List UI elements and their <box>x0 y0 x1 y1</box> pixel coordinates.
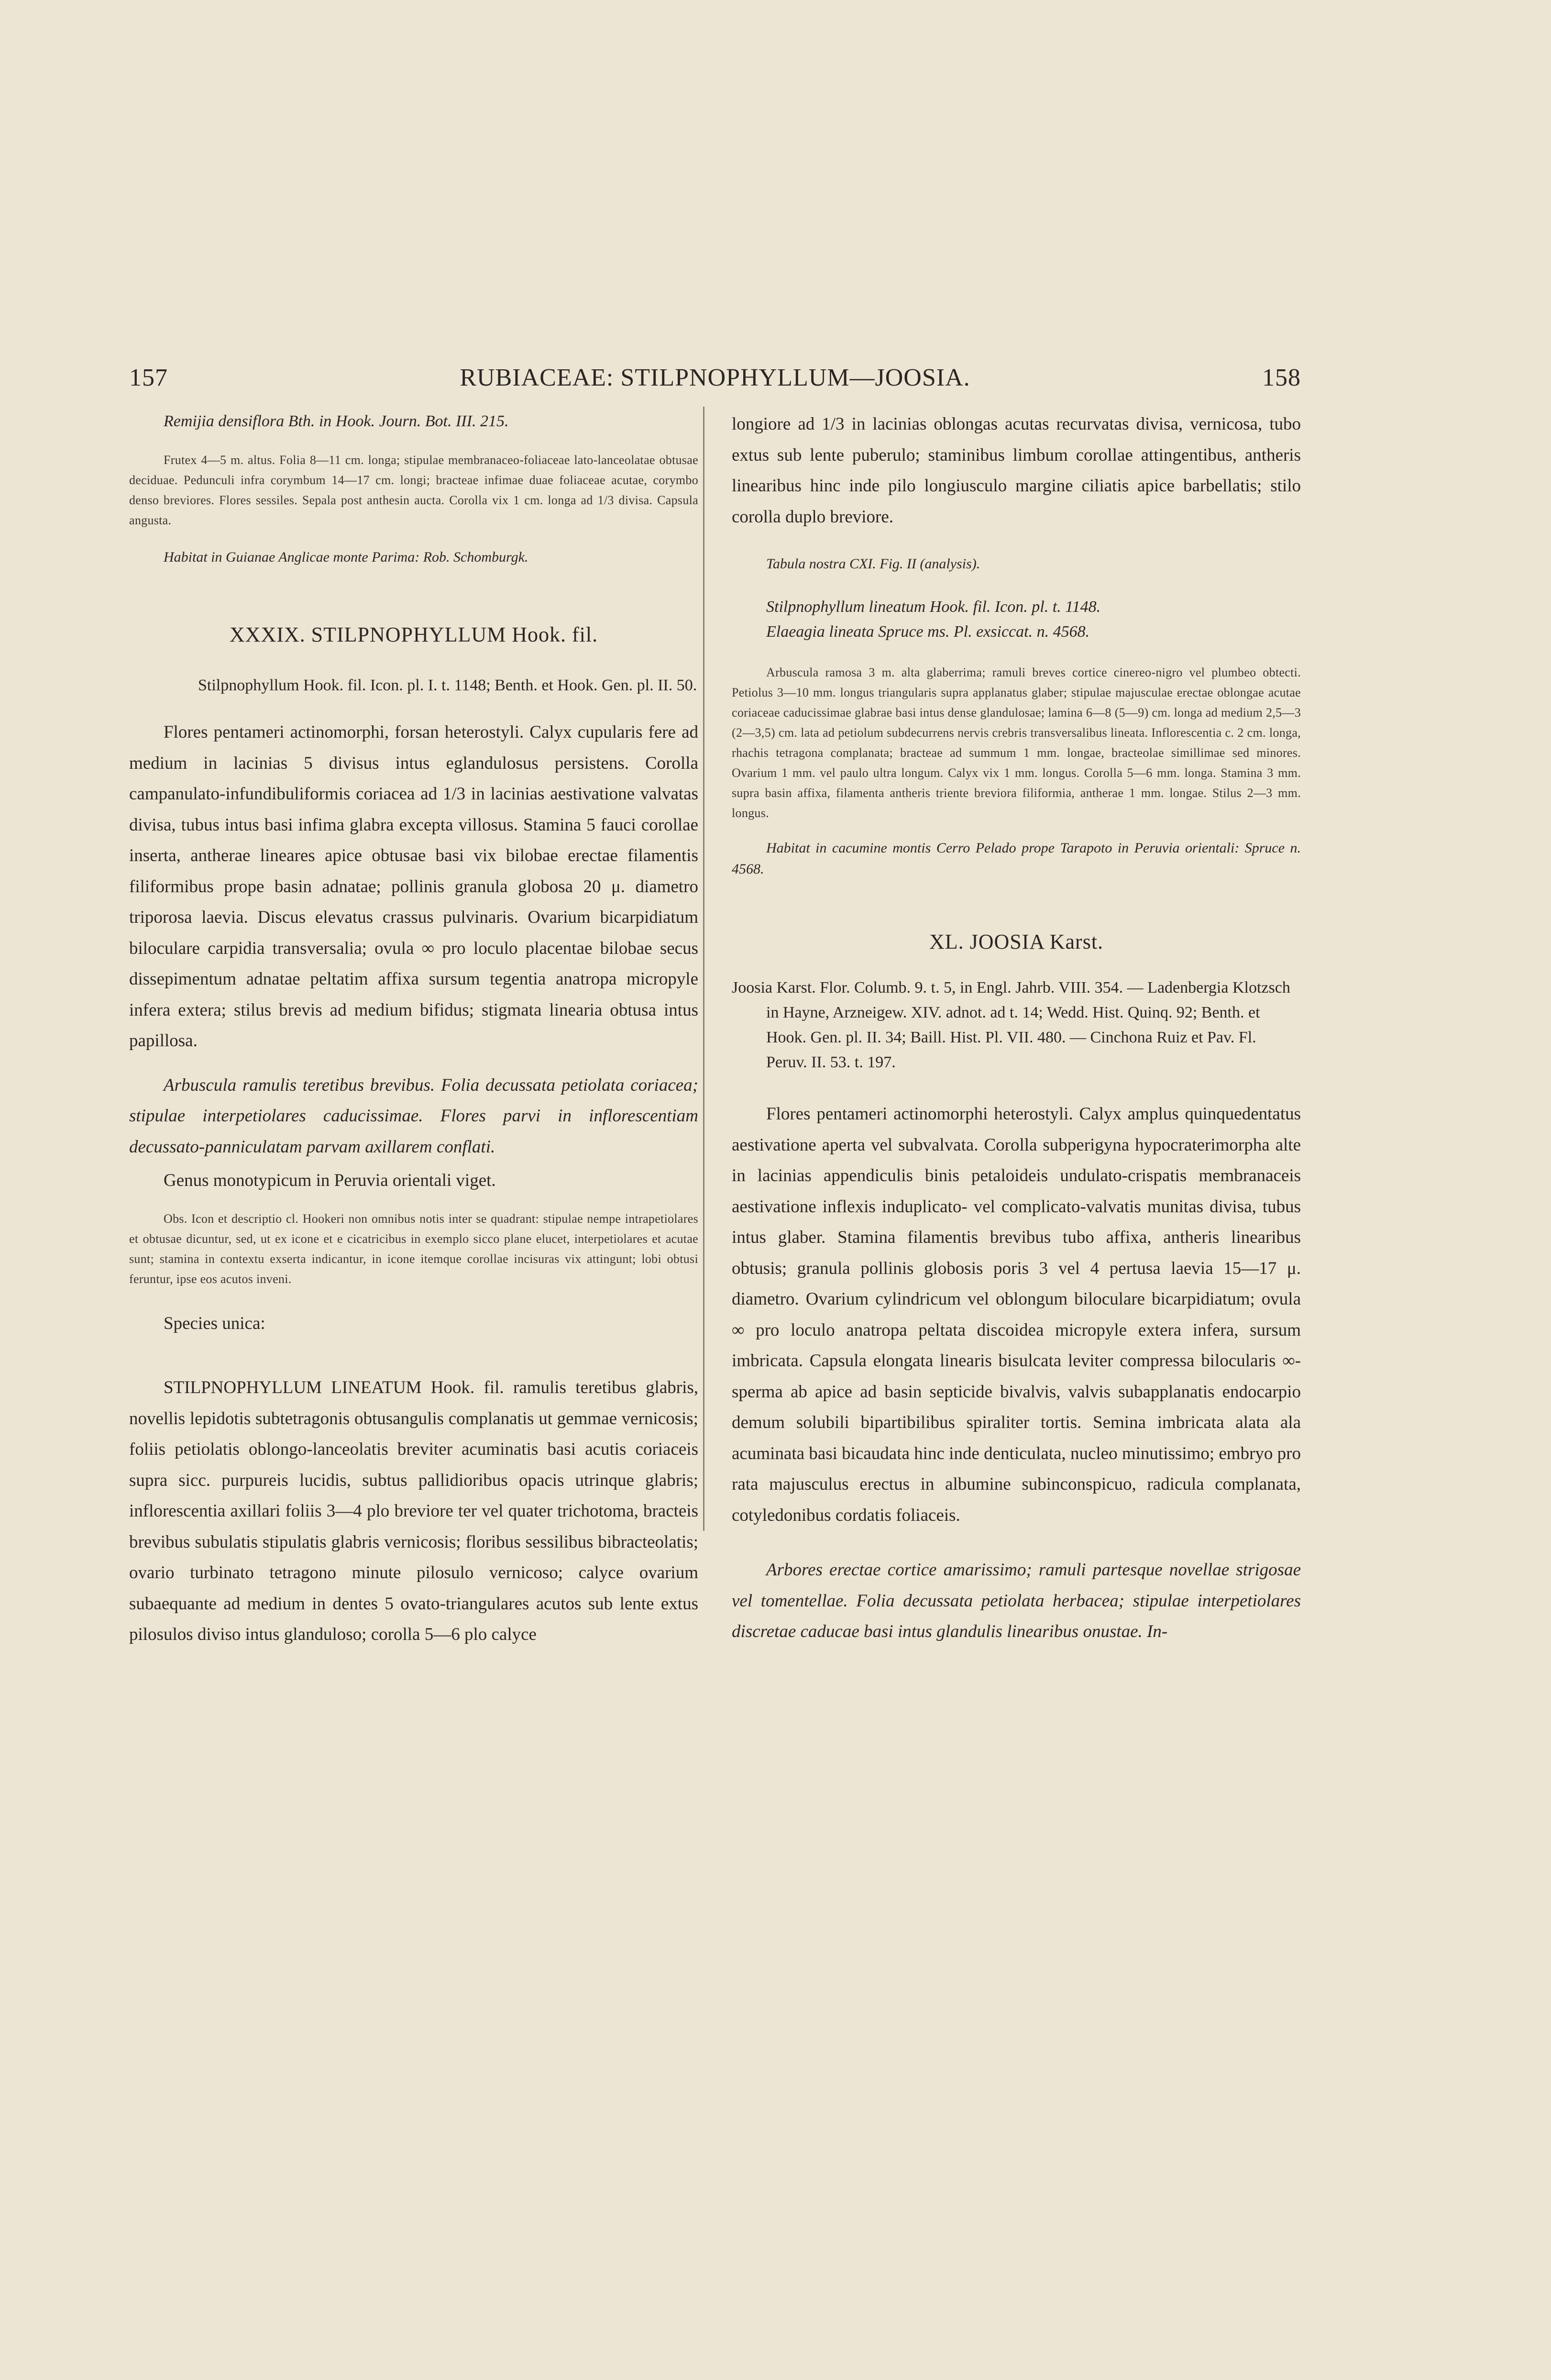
section-heading: XXXIX. STILPNOPHYLLUM Hook. fil. <box>229 623 598 646</box>
synonym-citation: Remijia densiflora Bth. in Hook. Journ. Bot. III. 215. <box>164 412 509 430</box>
running-header <box>129 364 1301 402</box>
page-number-left: 157 <box>129 364 168 391</box>
species-heading: Species unica: <box>164 1313 265 1333</box>
genus-description: Flores pentameri actinomorphi heterostyli. Calyx amplus quinquedentatus aestivatione aperta vel subvalvata. Corolla subperigyna hypocraterimorpha alte in lacinias appendiculis binis petaloideis undulato-crispatis membranaceis aestivatione inflexis induplicato- vel complicato-valvatis munitas divisa, tubus intus glaber. Stamina filamentis brevibus tubo affixa, antheris linearibus obtusis; granula pollinis globosis poris 3 vel 4 pertusa laevia 15—17 μ. diametro. Ovarium cylindricum vel oblongum biloculare bicarpidiatum; ovula ∞ pro loculo anatropa peltata discoidea micropyle extera infera, sursum imbricata. Capsula elongata linearis bisulcata leviter compressa bilocularis ∞-sperma ab apice ad basin septicide bivalvis, valvis subapplanatis endocarpio demum solubili bipartibilibus spiraliter tortis. Semina imbricata alata ala acuminata basi bicaudata hinc inde denticulata, nucleo minutissimo; embryo pro rata majusculus erectus in albumine subinconspicuo, radicula complanata, cotyledonibus cordatis foliaceis. <box>732 1104 1301 1525</box>
page-number-right: 158 <box>1262 364 1301 391</box>
right-column <box>732 409 1301 1648</box>
genus-synonymy: Joosia Karst. Flor. Columb. 9. t. 5, in Engl. Jahrb. VIII. 354. — Ladenbergia Klotzsch in Hayne, Arzneigew. XIV. adnot. ad t. 14; Wedd. Hist. Quinq. 92; Benth. et Hook. Gen. pl. II. 34; Baill. Hist. Pl. VII. 480. — Cinchona Ruiz et Pav. Fl. Peruv. II. 53. t. 197. <box>732 979 1290 1071</box>
synonym-citation-1: Stilpnophyllum lineatum Hook. fil. Icon. pl. t. 1148. <box>766 598 1101 616</box>
species-diagnosis-continued: longiore ad 1/3 in lacinias oblongas acutas recurvatas divisa, vernicosa, tubo extus sub lente puberulo; staminibus limbum corollae attingentibus, antheris linearibus hinc inde pilo longiusculo margine ciliatis apice barbellatis; stilo corolla duplo breviore. <box>732 414 1301 527</box>
observation-note: Obs. Icon et descriptio cl. Hookeri non omnibus notis inter se quadrant: stipulae nempe intrapetiolares et obtusae dicuntur, sed, ut ex icone et e cicatricibus in exemplo sicco plane elucet, interpetiolares et acutae sunt; stamina in contextu exserta indicantur, in icone itemque corollae incisuras vix attingunt; lobi obtusi feruntur, ipse eos acutos inveni. <box>129 1211 698 1286</box>
genus-key-description: Arbuscula ramulis teretibus brevibus. Folia decussata petiolata coriacea; stipulae interpetiolares caducissimae. Flores parvi in inflorescentiam decussato-panniculatam parvam axillarem conflati. <box>129 1075 698 1157</box>
genus-description: Flores pentameri actinomorphi, forsan heterostyli. Calyx cupularis fere ad medium in lacinias 5 divisus intus eglandulosus persistens. Corolla campanulato-infundibuliformis coriacea ad 1/3 in lacinias aestivatione valvatas divisa, tubus intus basi infima glabra excepta villosus. Stamina 5 fauci corollae inserta, antherae lineares apice obtusae basi vix bilobae erectae filamentis filiformibus prope basin adnatae; pollinis granula globosa 20 μ. diametro triporosa laevia. Discus elevatus crassus pulvinaris. Ovarium bicarpidiatum biloculare carpidia transversalia; ovula ∞ pro loculo placentae bilobae secus dissepimentum adnatae peltatim affixa sursum tegentia anatropa micropyle infera extera; stilus brevis ad medium bifidus; stigmata linearia obtusa intus papillosa. <box>129 722 698 1051</box>
plate-reference: Tabula nostra CXI. Fig. II (analysis). <box>766 556 980 572</box>
left-column <box>129 409 698 1650</box>
habitat-note: Habitat in Guianae Anglicae monte Parima: Rob. Schomburgk. <box>164 549 528 565</box>
species-description: Frutex 4—5 m. altus. Folia 8—11 cm. longa; stipulae membranaceo-foliaceae lato-lanceolatae obtusae deciduae. Pedunculi infra corymbum 14—17 cm. longi; bracteae infimae duae foliaceae acutae, corymbo denso breviores. Flores sessiles. Sepala post anthesin aucta. Corolla vix 1 cm. longa ad 1/3 divisa. Capsula angusta. <box>129 453 698 527</box>
section-heading: XL. JOOSIA Karst. <box>929 930 1104 953</box>
genus-note: Genus monotypicum in Peruvia orientali viget. <box>164 1171 496 1190</box>
column-divider <box>703 407 704 1531</box>
species-diagnosis: STILPNOPHYLLUM LINEATUM Hook. fil. ramulis teretibus glabris, novellis lepidotis subtetragonis obtusangulis complanatis ut gemmae vernicosis; foliis petiolatis oblongo-lanceolatis breviter acuminatis basi acutis coriaceis supra sicc. purpureis lucidis, subtus pallidioribus opacis utrinque glabris; inflorescentia axillari foliis 3—4 plo breviore ter vel quater trichotoma, bracteis brevibus subulatis stipulatis glabris vernicosis; floribus sessilibus bibracteolatis; ovario turbinato tetragono minute pilosulo vernicoso; calyce ovarium subaequante ad medium in dentes 5 ovato-triangulares acutos sub lente extus pilosulos diviso intus glanduloso; corolla 5—6 plo calyce <box>129 1378 698 1644</box>
habitat-note: Habitat in cacumine montis Cerro Pelado prope Tarapoto in Peruvia orientali: Spruce n. 4568. <box>732 840 1301 877</box>
species-description: Arbuscula ramosa 3 m. alta glaberrima; ramuli breves cortice cinereo-nigro vel plumbeo obtecti. Petiolus 3—10 mm. longus triangularis supra applanatus glaber; stipulae majusculae erectae oblongae acutae coriaceae caducissimae glabrae basi intus dense glandulosae; lamina 6—8 (5—9) cm. longa ad medium 2,5—3 (2—3,5) cm. lata ad petiolum subdecurrens nervis crebris transversalibus lineata. Inflorescentia c. 2 cm. longa, rhachis tetragona complanata; bracteae ad summum 1 mm. longae, bracteolae simillimae sed minores. Ovarium 1 mm. vel paulo ultra longum. Calyx vix 1 mm. longus. Corolla 5—6 mm. longa. Stamina 3 mm. supra basin affixa, filamenta antheris triente breviora filiformia, antherae 1 mm. longae. Stilus 2—3 mm. longus. <box>732 665 1301 820</box>
genus-key-description: Arbores erectae cortice amarissimo; ramuli partesque novellae strigosae vel tomentellae. Folia decussata petiolata herbacea; stipulae interpetiolares discretae caducae basi intus glandulis linearibus onustae. In- <box>732 1560 1301 1641</box>
genus-synonymy: Stilpnophyllum Hook. fil. Icon. pl. I. t. 1148; Benth. et Hook. Gen. pl. II. 50. <box>198 676 697 694</box>
synonym-citation-2: Elaeagia lineata Spruce ms. Pl. exsiccat. n. 4568. <box>766 623 1090 641</box>
running-title: RUBIACEAE: STILPNOPHYLLUM—JOOSIA. <box>460 364 970 391</box>
